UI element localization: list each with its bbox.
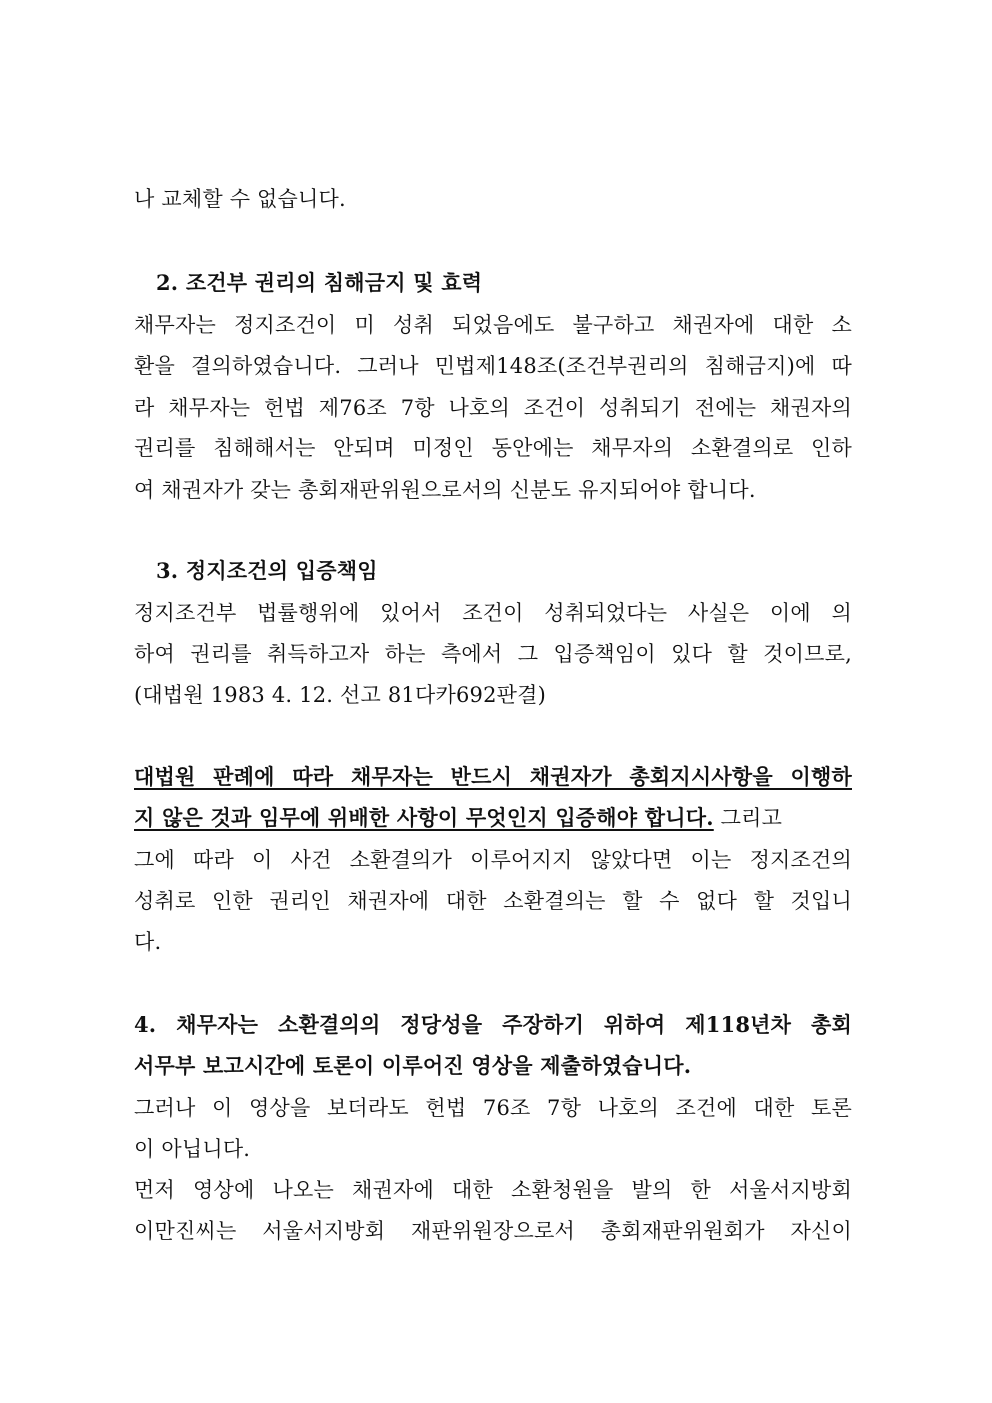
section-3-citation: (대법원 1983 4. 12. 선고 81다카692판결) <box>134 683 547 707</box>
emphasis-line-2-bold: 지 않은 것과 임무에 위배한 사항이 무엇인지 입증해야 합니다. <box>134 805 714 830</box>
emphasis-line-2 <box>134 803 852 833</box>
body-line-3: 그에 따라 이 사건 소환결의가 이루어지지 않았다면 이는 정지조건의 <box>134 848 852 872</box>
section-4-line-4: 이만진씨는 서울서지방회 재판위원장으로서 총회재판위원회가 자신이 <box>134 1219 852 1243</box>
section-3-heading: 3. 정지조건의 입증책임 <box>156 558 378 583</box>
section-4-heading-1: 4. 채무자는 소환결의의 정당성을 주장하기 위하여 제118년차 총회 <box>134 1012 852 1037</box>
section-3-line-1: 정지조건부 법률행위에 있어서 조건이 성취되었다는 사실은 이에 의 <box>134 601 852 625</box>
body-line-4: 성취로 인한 권리인 채권자에 대한 소환결의는 할 수 없다 할 것입니 <box>134 889 852 913</box>
section-2-line-2: 환을 결의하였습니다. 그러나 민법제148조(조건부권리의 침해금지)에 따 <box>134 354 852 378</box>
intro-line: 나 교체할 수 없습니다. <box>134 187 346 211</box>
section-2-line-1: 채무자는 정지조건이 미 성취 되었음에도 불구하고 채권자에 대한 소 <box>134 313 852 337</box>
emphasis-line-2-rest: 그리고 <box>713 806 783 830</box>
emphasis-line-1: 대법원 판례에 따라 채무자는 반드시 채권자가 총회지시사항을 이행하 <box>134 764 852 789</box>
section-2-line-5: 여 채권자가 갖는 총회재판위원으로서의 신분도 유지되어야 합니다. <box>134 478 756 502</box>
section-2-line-4: 권리를 침해해서는 안되며 미정인 동안에는 채무자의 소환결의로 인하 <box>134 436 852 460</box>
section-4-heading-2: 서무부 보고시간에 토론이 이루어진 영상을 제출하였습니다. <box>134 1053 692 1078</box>
section-4-line-2: 이 아닙니다. <box>134 1137 251 1161</box>
section-2-line-3: 라 채무자는 헌법 제76조 7항 나호의 조건이 성취되기 전에는 채권자의 <box>134 396 852 420</box>
body-line-5: 다. <box>134 930 162 954</box>
section-4-line-3: 먼저 영상에 나오는 채권자에 대한 소환청원을 발의 한 서울서지방회 <box>134 1178 852 1202</box>
section-2-heading: 2. 조건부 권리의 침해금지 및 효력 <box>156 270 483 295</box>
section-3-line-2: 하여 권리를 취득하고자 하는 측에서 그 입증책임이 있다 할 것이므로, <box>134 642 852 666</box>
section-4-line-1: 그러나 이 영상을 보더라도 헌법 76조 7항 나호의 조건에 대한 토론 <box>134 1096 852 1120</box>
